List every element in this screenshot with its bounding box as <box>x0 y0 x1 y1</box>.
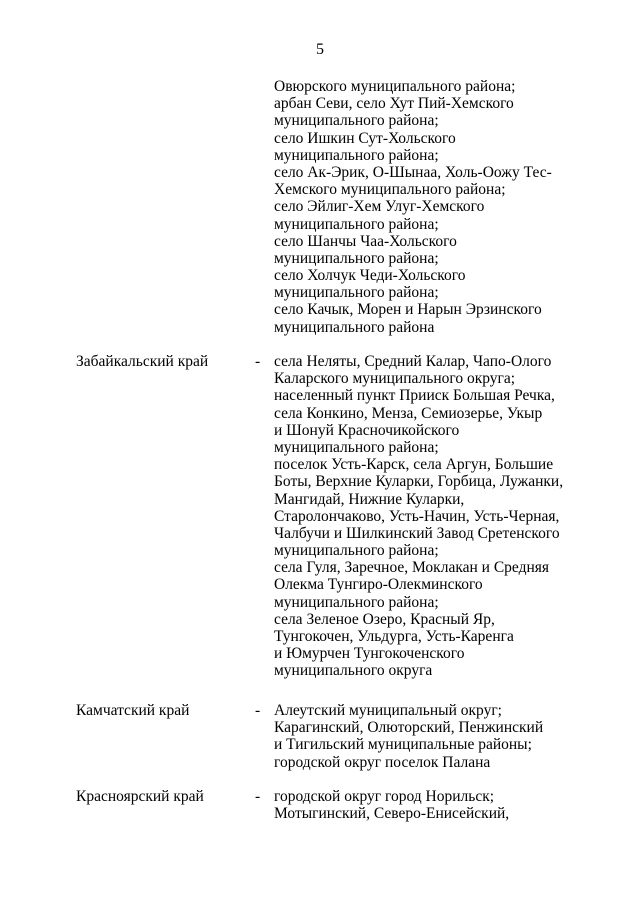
text-line: село Ишкин Сут-Хольского <box>274 129 456 147</box>
region-localities <box>274 788 614 822</box>
region-name: Камчатский край <box>76 702 190 719</box>
text-line: городской округ город Норильск; <box>274 788 495 805</box>
text-line: Тунгокочен, Ульдурга, Усть-Каренга <box>274 628 514 645</box>
region-localities <box>274 353 614 680</box>
text-line: и Тигильский муниципальные районы; <box>274 736 532 754</box>
text-line: муниципального района; <box>274 249 439 267</box>
text-line: муниципального района; <box>274 284 439 302</box>
text-line: муниципального района; <box>274 593 439 611</box>
text-line: муниципального округа <box>274 662 433 680</box>
text-line: муниципального района; <box>274 146 439 164</box>
text-line: арбан Севи, село Хут Пий-Хемского <box>274 95 514 113</box>
text-line: муниципального района; <box>274 542 439 560</box>
text-line: Каларского муниципального округа; <box>274 370 516 388</box>
text-line: и Шонуй Красночикойского <box>274 421 460 439</box>
text-line: и Юмурчен Тунгокоченского <box>274 645 465 663</box>
text-line: село Ак-Эрик, О-Шынаа, Холь-Оожу Тес- <box>274 163 552 181</box>
text-line: Алеутский муниципальный округ; <box>274 702 502 719</box>
region-localities <box>274 702 614 771</box>
text-line: село Эйлиг-Хем Улуг-Хемского <box>274 198 485 216</box>
text-line: Олекма Тунгиро-Олекминского <box>274 576 483 594</box>
text-line: муниципального района <box>274 318 435 336</box>
separator-dash: - <box>255 702 261 719</box>
text-line: населенный пункт Прииск Большая Речка, <box>274 387 555 405</box>
text-line: Мангидай, Нижние Куларки, <box>274 490 465 508</box>
text-line: муниципального района; <box>274 112 439 130</box>
text-line: село Шанчы Чаа-Хольского <box>274 232 457 250</box>
separator-dash: - <box>255 788 261 805</box>
text-line: Чалбучи и Шилкинский Завод Сретенского <box>274 524 560 542</box>
text-line: село Холчук Чеди-Хольского <box>274 267 466 285</box>
separator-dash: - <box>255 353 261 370</box>
text-line: села Конкино, Менза, Семиозерье, Укыр <box>274 404 543 422</box>
text-line: муниципального района; <box>274 215 439 233</box>
text-line: Карагинский, Олюторский, Пенжинский <box>274 719 544 737</box>
page-number: 5 <box>316 41 324 58</box>
text-line: поселок Усть-Карск, села Аргун, Большие <box>274 456 554 474</box>
text-line: Боты, Верхние Куларки, Горбица, Лужанки, <box>274 473 564 491</box>
text-line: городской округ поселок Палана <box>274 753 491 771</box>
region-name: Забайкальский край <box>76 353 209 370</box>
text-line: Мотыгинский, Северо-Енисейский, <box>274 805 510 823</box>
text-line: Овюрского муниципального района; <box>274 78 516 95</box>
text-line: села Неляты, Средний Калар, Чапо-Олого <box>274 353 552 370</box>
text-line: села Зеленое Озеро, Красный Яр, <box>274 610 495 628</box>
text-line: село Качык, Морен и Нарын Эрзинского <box>274 301 542 319</box>
text-line: Старолончаково, Усть-Начин, Усть-Черная, <box>274 507 560 525</box>
text-line: муниципального района; <box>274 438 439 456</box>
text-line: села Гуля, Заречное, Моклакан и Средняя <box>274 559 550 577</box>
region-name: Красноярский край <box>76 788 204 805</box>
continuation-lines <box>274 78 614 336</box>
text-line: Хемского муниципального района; <box>274 181 506 199</box>
